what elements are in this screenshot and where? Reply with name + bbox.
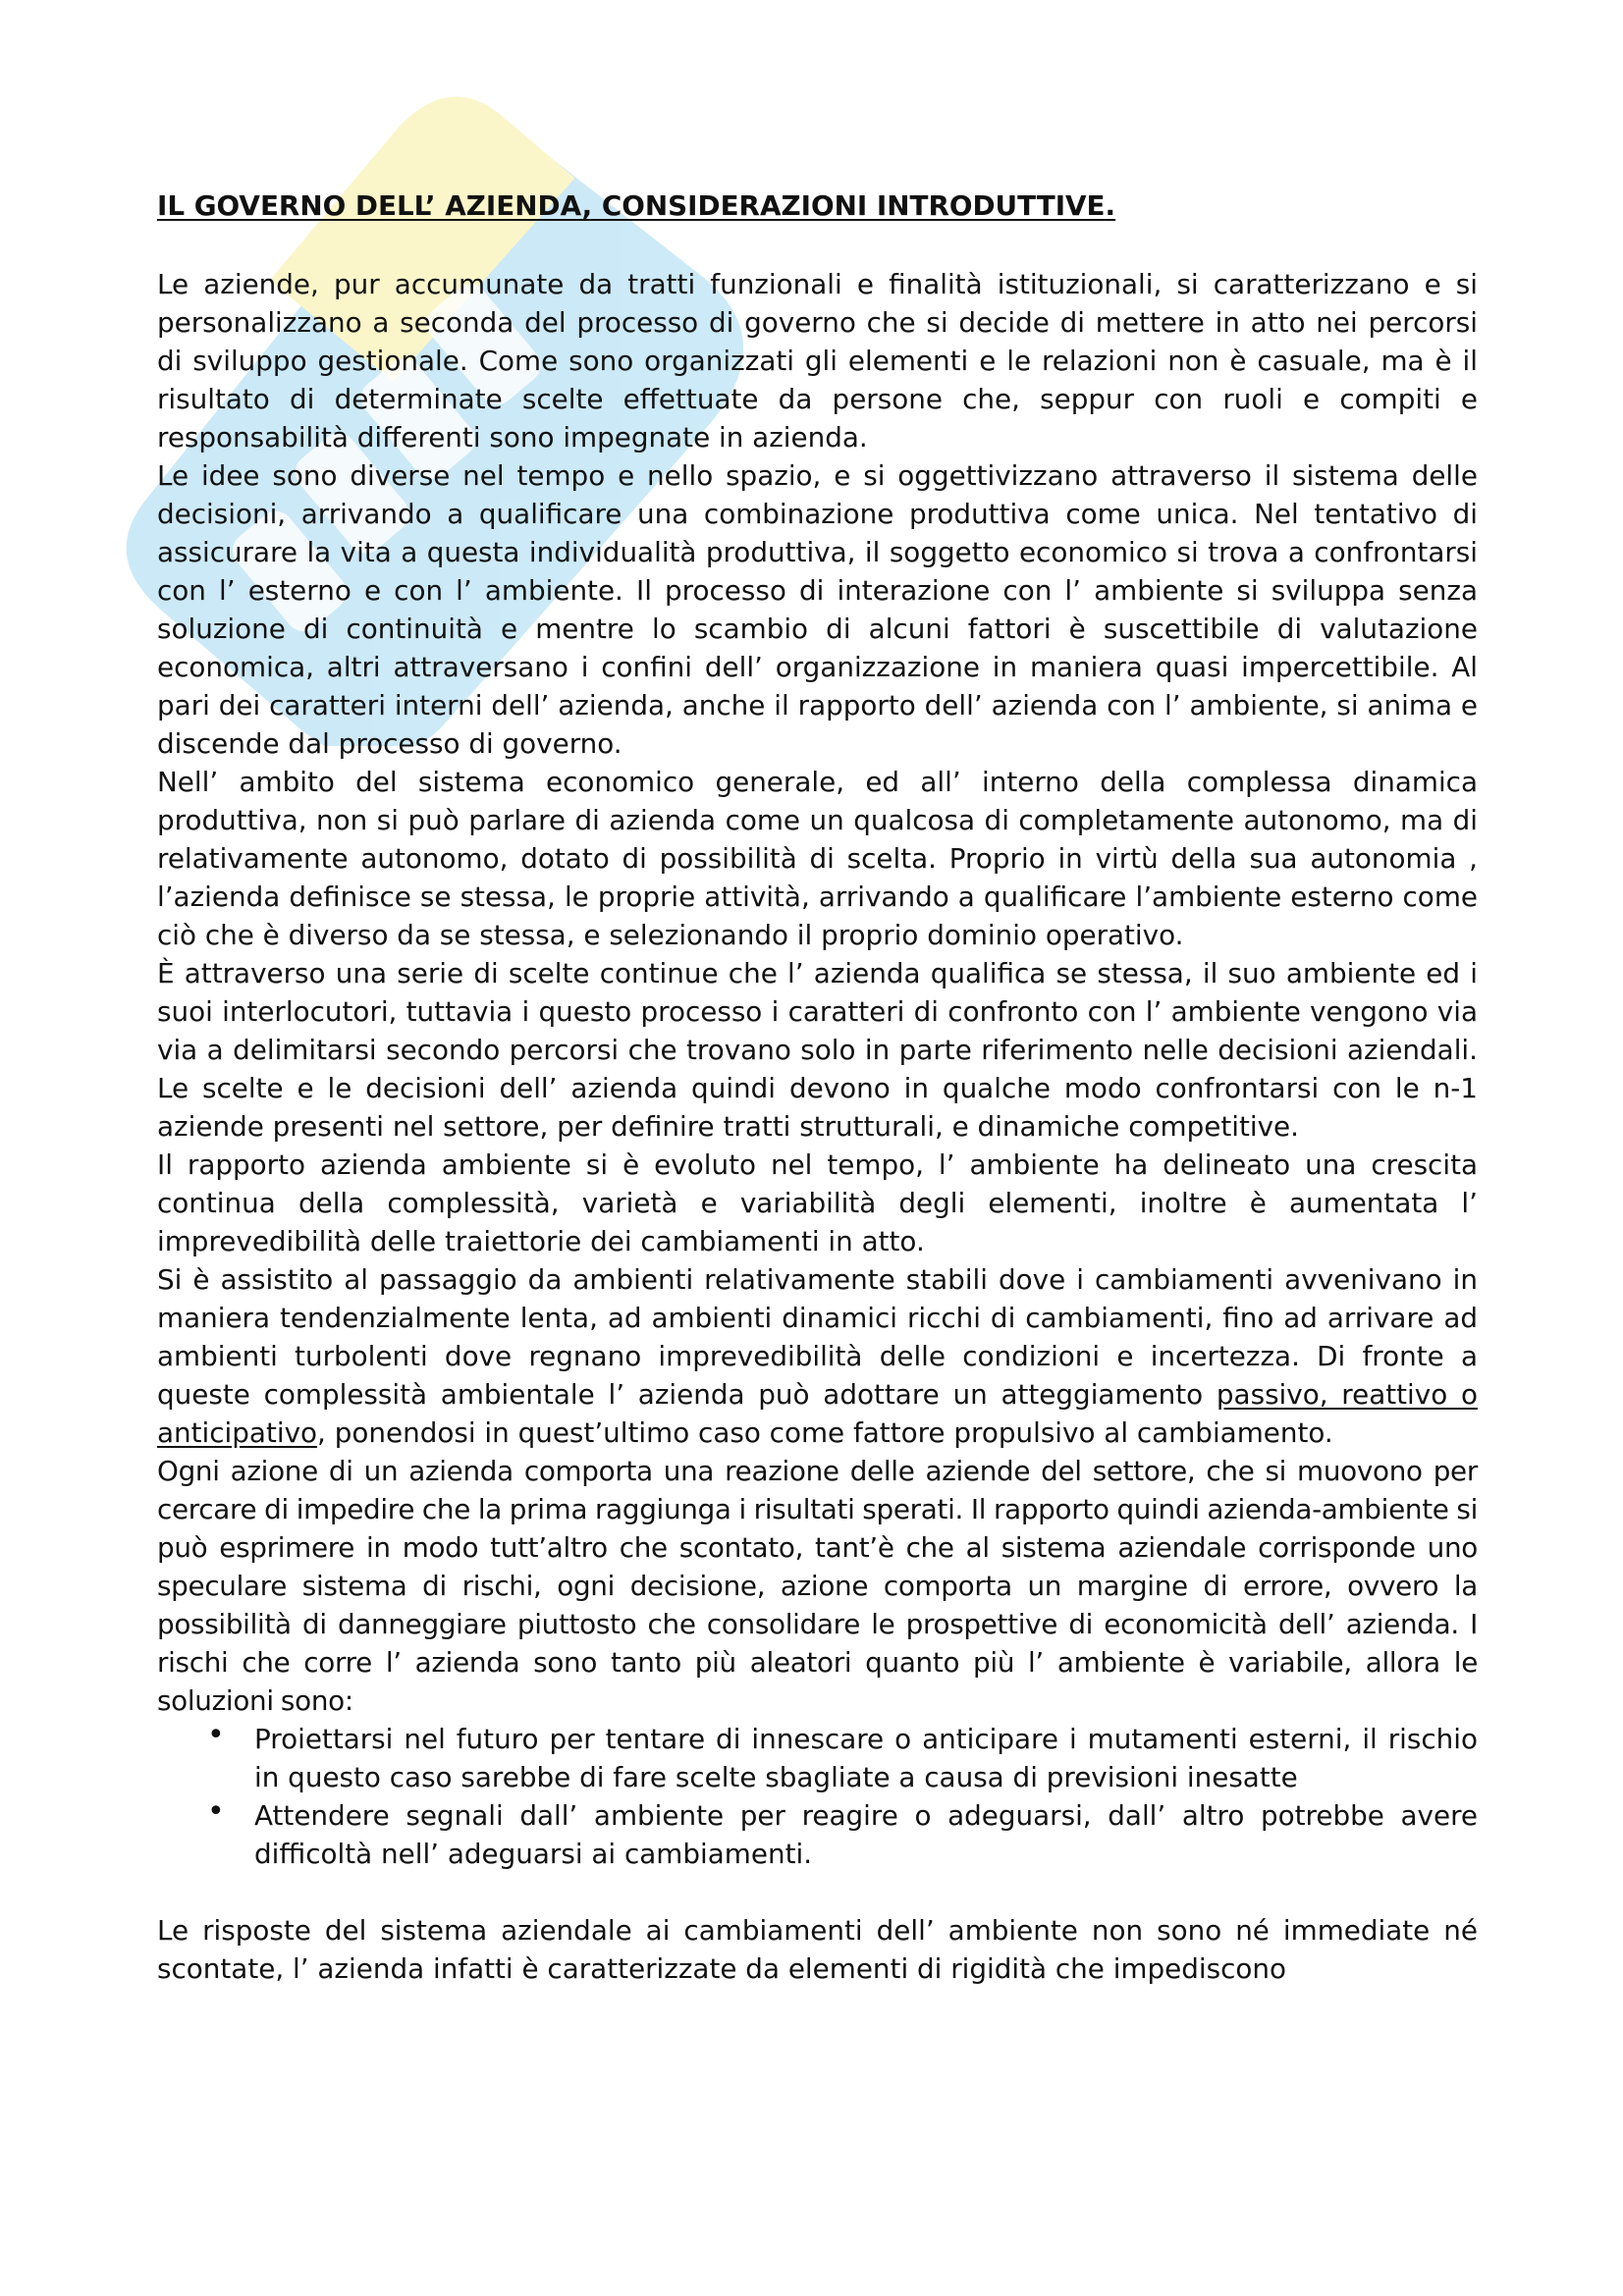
title-text: IL GOVERNO DELL’ AZIENDA, CONSIDERAZIONI INTRODUTTIVE	[157, 189, 1106, 222]
bullet-icon: •	[207, 1718, 225, 1752]
list-item	[157, 1720, 1478, 1796]
paragraph-2: Le idee sono diverse nel tempo e nello spazio, e si oggettivizzano attraverso il sistema delle decisioni, arrivando a qualificare una combinazione produttiva come unica. Nel tentativo di assicurare la vita a questa individualità produttiva, il soggetto economico si trova a confrontarsi con l’ esterno e con l’ ambiente. Il processo di interazione con l’ ambiente si sviluppa senza soluzione di continuità e mentre lo scambio di alcuni fattori è suscettibile di valutazione economica, altri attraversano i confini dell’ organizzazione in maniera quasi impercettibile. Al pari dei caratteri interni dell’ azienda, anche il rapporto dell’ azienda con l’ ambiente, si anima e discende dal processo di governo.	[157, 459, 1478, 760]
paragraph-6-start: Si è assistito al passaggio da ambienti relativamente stabili dove i cambiamenti avvenivano in maniera tendenzialmente lenta, ad ambienti dinamici ricchi di cambiamenti, fino ad arrivare ad ambienti turbolenti dove regnano imprevedibilità delle condizioni e incertezza. Di fronte a queste complessità ambientale l’ azienda può adottare un atteggiamento	[157, 1263, 1478, 1411]
title-period: .	[1105, 189, 1116, 222]
bullet-list	[157, 1720, 1478, 1873]
bullet-icon: •	[207, 1794, 225, 1829]
paragraph-6	[157, 1260, 1478, 1452]
list-item	[157, 1796, 1478, 1873]
paragraph-8: Le risposte del sistema aziendale ai cambiamenti dell’ ambiente non sono né immediate né scontate, l’ azienda infatti è caratterizzate da elementi di rigidità che impediscono	[157, 1914, 1478, 1985]
paragraph-6-end: , ponendosi in quest’ultimo caso come fattore propulsivo al cambiamento.	[317, 1416, 1333, 1449]
paragraph-5: Il rapporto azienda ambiente si è evoluto nel tempo, l’ ambiente ha delineato una crescita continua della complessità, varietà e variabilità degli elementi, inoltre è aumentata l’ imprevedibilità delle traiettorie dei cambiamenti in atto.	[157, 1148, 1478, 1257]
paragraph-1: Le aziende, pur accumunate da tratti funzionali e finalità istituzionali, si caratterizzano e si personalizzano a seconda del processo di governo che si decide di mettere in atto nei percorsi di sviluppo gestionale. Come sono organizzati gli elementi e le relazioni non è casuale, ma è il risultato di determinate scelte effettuate da persone che, seppur con ruoli e compiti e responsabilità differenti sono impegnate in azienda.	[157, 268, 1478, 454]
document-page	[157, 187, 1478, 1988]
document-title	[157, 187, 1478, 225]
list-item-text: Proiettarsi nel futuro per tentare di innescare o anticipare i mutamenti esterni, il rischio in questo caso sarebbe di fare scelte sbagliate a causa di previsioni inesatte	[254, 1723, 1478, 1793]
paragraph-3: Nell’ ambito del sistema economico generale, ed all’ interno della complessa dinamica produttiva, non si può parlare di azienda come un qualcosa di completamente autonomo, ma di relativamente autonomo, dotato di possibilità di scelta. Proprio in virtù della sua autonomia , l’azienda definisce se stessa, le proprie attività, arrivando a qualificare l’ambiente esterno come ciò che è diverso da se stessa, e selezionando il proprio dominio operativo.	[157, 766, 1478, 951]
underlined-attitudes: passivo, reattivo o anticipativo	[157, 1378, 1478, 1449]
list-item-text: Attendere segnali dall’ ambiente per reagire o adeguarsi, dall’ altro potrebbe avere difficoltà nell’ adeguarsi ai cambiamenti.	[254, 1799, 1478, 1870]
paragraph-4: È attraverso una serie di scelte continue che l’ azienda qualifica se stessa, il suo ambiente ed i suoi interlocutori, tuttavia i questo processo i caratteri di confronto con l’ ambiente vengono via via a delimitarsi secondo percorsi che trovano solo in parte riferimento nelle decisioni aziendali. Le scelte e le decisioni dell’ azienda quindi devono in qualche modo confrontarsi con le n-1 aziende presenti nel settore, per definire tratti strutturali, e dinamiche competitive.	[157, 957, 1478, 1143]
paragraph-7: Ogni azione di un azienda comporta una reazione delle aziende del settore, che si muovono per cercare di impedire che la prima raggiunga i risultati sperati. Il rapporto quindi azienda-ambiente si può esprimere in modo tutt’altro che scontato, tant’è che al sistema aziendale corrisponde uno speculare sistema di rischi, ogni decisione, azione comporta un margine di errore, ovvero la possibilità di danneggiare piuttosto che consolidare le prospettive di economicità dell’ azienda. I rischi che corre l’ azienda sono tanto più aleatori quanto più l’ ambiente è variabile, allora le soluzioni sono:	[157, 1455, 1478, 1717]
